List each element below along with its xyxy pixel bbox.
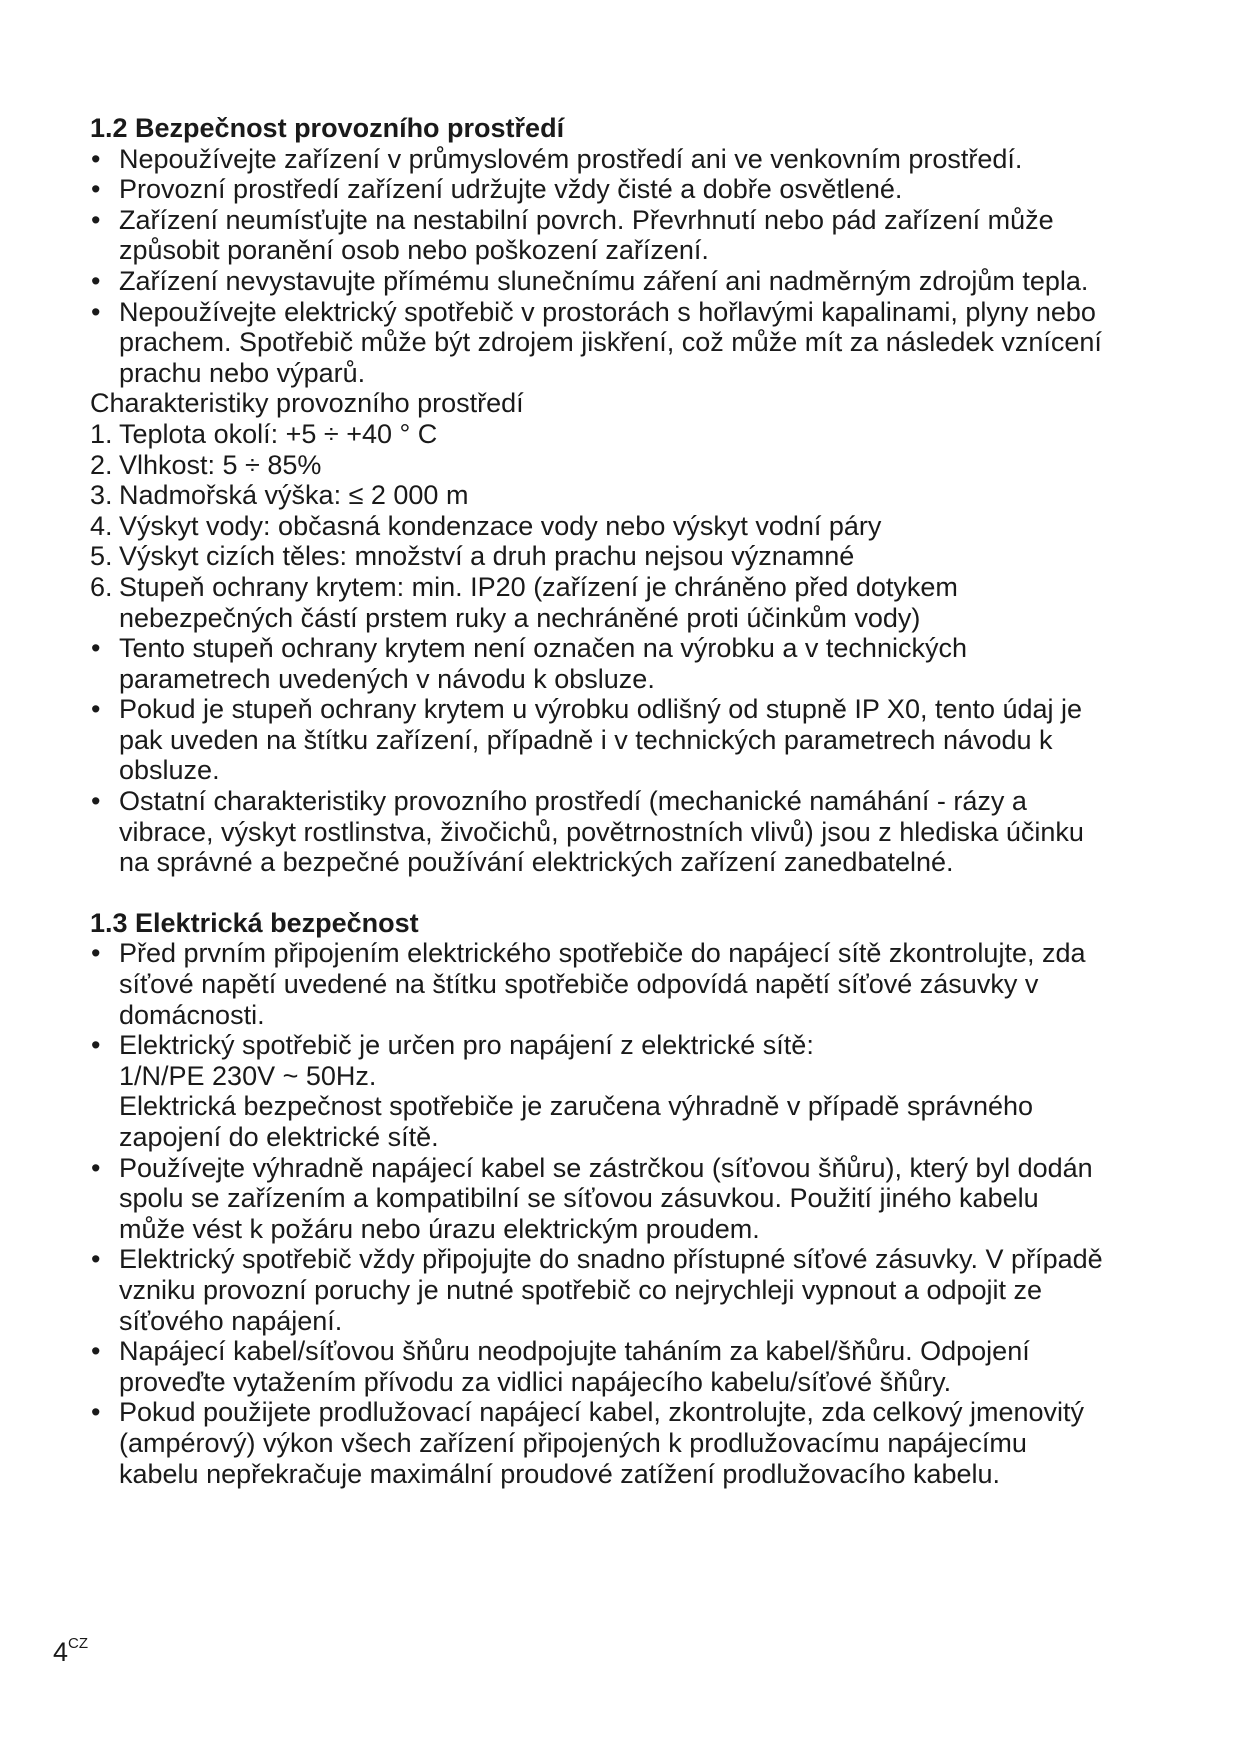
- list-number: 4.: [90, 510, 113, 541]
- list-number: 3.: [90, 480, 113, 511]
- voltage-spec: 1/N/PE 230V ~ 50Hz.: [119, 1060, 377, 1091]
- section-title: 1.3 Elektrická bezpečnost: [90, 907, 419, 938]
- list-text: Vlhkost: 5 ÷ 85%: [119, 449, 322, 480]
- list-item: [90, 572, 1110, 633]
- list-item: • Zařízení nevystavujte přímému slunečnímu záření ani nadměrným zdrojům tepla.: [90, 266, 1110, 297]
- list-text: Výskyt cizích těles: množství a druh prachu nejsou významné: [119, 541, 855, 572]
- list-item: • Používejte výhradně napájecí kabel se zástrčkou (síťovou šňůru), který byl dodán spolu se zařízením a kompatibilní se síťovou zásuvkou. Použití jiného kabelu může vést k požáru nebo úrazu elektrickým proudem.: [90, 1153, 1110, 1245]
- numbered-list: [90, 419, 1110, 633]
- list-item: • Před prvním připojením elektrického spotřebiče do napájecí sítě zkontrolujte, zda síťové napětí uvedené na štítku spotřebiče odpovídá napětí síťové zásuvky v domácnosti.: [90, 938, 1110, 1030]
- list-item: • Zařízení neumísťujte na nestabilní povrch. Převrhnutí nebo pád zařízení může způsobit poranění osob nebo poškození zařízení.: [90, 205, 1110, 266]
- list-item: • Tento stupeň ochrany krytem není označen na výrobku a v technických parametrech uvedených v návodu k obsluze.: [90, 633, 1110, 694]
- list-text: Stupeň ochrany krytem: min. IP20 (zařízení je chráněno před dotykem nebezpečných částí prstem ruky a nechráněné proti účinkům vody): [119, 571, 958, 633]
- list-item: [90, 480, 1110, 511]
- bullet-list: [90, 633, 1110, 878]
- list-item: • Ostatní charakteristiky provozního prostředí (mechanické namáhání - rázy a vibrace, výskyt rostlinstva, živočichů, povětrnostních vlivů) jsou z hlediska účinku na správné a bezpečné používání elektrických zařízení zanedbatelné.: [90, 786, 1110, 878]
- section-spacer: [90, 878, 1110, 908]
- list-item: [90, 419, 1110, 450]
- list-text: Elektrická bezpečnost spotřebiče je zaručena výhradně v případě správného zapojení do elektrické sítě.: [119, 1091, 1034, 1152]
- list-item: [90, 511, 1110, 542]
- language-code: CZ: [68, 1635, 89, 1652]
- bullet-list: [90, 938, 1110, 1489]
- list-item: • Pokud použijete prodlužovací napájecí kabel, zkontrolujte, zda celkový jmenovitý (ampérový) výkon všech zařízení připojených k prodlužovacímu napájecímu kabelu nepřekračuje maximální proudové zatížení prodlužovacího kabelu.: [90, 1397, 1110, 1489]
- list-number: 2.: [90, 449, 113, 480]
- bullet-list: [90, 144, 1110, 389]
- page-number: 4: [53, 1637, 69, 1667]
- list-item: • Elektrický spotřebič vždy připojujte do snadno přístupné síťové zásuvky. V případě vzniku provozní poruchy je nutné spotřebič co nejrychleji vypnout a odpojit ze síťového napájení.: [90, 1244, 1110, 1336]
- list-item: [90, 541, 1110, 572]
- list-item: • Nepoužívejte zařízení v průmyslovém prostředí ani ve venkovním prostředí.: [90, 144, 1110, 175]
- list-item: • Napájecí kabel/síťovou šňůru neodpojujte taháním za kabel/šňůru. Odpojení proveďte vytažením přívodu za vidlici napájecího kabelu/síťové šňůry.: [90, 1336, 1110, 1397]
- list-item: • Pokud je stupeň ochrany krytem u výrobku odlišný od stupně IP X0, tento údaj je pak uveden na štítku zařízení, případně i v technických parametrech návodu k obsluze.: [90, 694, 1110, 786]
- list-item: [90, 1030, 1110, 1152]
- list-number: 6.: [90, 571, 113, 602]
- list-number: 5.: [90, 541, 113, 572]
- characteristics-heading: Charakteristiky provozního prostředí: [90, 388, 524, 419]
- list-text: Nadmořská výška: ≤ 2 000 m: [119, 480, 469, 511]
- list-text: • Elektrický spotřebič je určen pro napájení z elektrické sítě:: [119, 1030, 814, 1061]
- page-footer: [53, 1637, 88, 1668]
- list-number: 1.: [90, 418, 113, 449]
- section-title: 1.2 Bezpečnost provozního prostředí: [90, 113, 565, 143]
- list-text: Výskyt vody: občasná kondenzace vody nebo výskyt vodní páry: [119, 510, 882, 541]
- list-item: [90, 450, 1110, 481]
- list-item: • Provozní prostředí zařízení udržujte vždy čisté a dobře osvětlené.: [90, 174, 1110, 205]
- list-item: • Nepoužívejte elektrický spotřebič v prostorách s hořlavými kapalinami, plyny nebo prachem. Spotřebič může být zdrojem jiskření, což může mít za následek vznícení prachu nebo výparů.: [90, 297, 1110, 389]
- document-page: [90, 113, 1110, 1489]
- list-text: Teplota okolí: +5 ÷ +40 ° C: [119, 418, 438, 449]
